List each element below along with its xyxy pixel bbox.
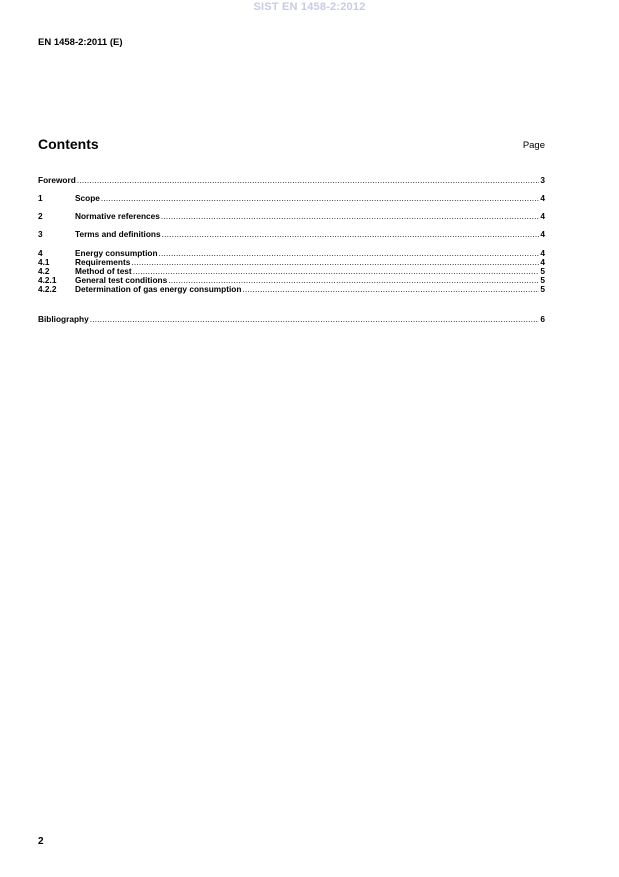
toc-entry-title: Determination of gas energy consumption	[75, 284, 242, 294]
toc-entry-page: 5	[540, 266, 545, 276]
toc-entry-title: Method of test	[75, 266, 132, 276]
toc-entry-normative-references[interactable]	[38, 212, 545, 221]
toc-entry-terms-and-definitions[interactable]	[38, 230, 545, 239]
toc-entry-page: 3	[540, 175, 545, 185]
toc-dot-leader	[242, 285, 539, 294]
toc-entry-title: Normative references	[75, 211, 160, 221]
toc-entry-title: Energy consumption	[75, 248, 158, 258]
toc-entry-number: 4.2	[38, 266, 50, 276]
toc-entry-title: Requirements	[75, 257, 131, 267]
toc-dot-leader	[162, 230, 540, 239]
toc-entry-page: 5	[540, 284, 545, 294]
toc-dot-leader	[133, 267, 540, 276]
toc-dot-leader	[161, 212, 540, 221]
toc-entry-title: Terms and definitions	[75, 229, 161, 239]
toc-entry-bibliography[interactable]	[38, 315, 545, 324]
toc-entry-page: 5	[540, 275, 545, 285]
toc-entry-title: Bibliography	[38, 314, 89, 324]
toc-entry-page: 4	[540, 257, 545, 267]
toc-entry-determination-of-gas-energy-consumption[interactable]	[38, 285, 545, 294]
page-column-label: Page	[522, 140, 545, 151]
toc-entry-title: Scope	[75, 193, 100, 203]
toc-entry-title: Foreword	[38, 175, 76, 185]
toc-entry-page: 6	[540, 314, 545, 324]
toc-entry-page: 4	[540, 193, 545, 203]
toc-entry-foreword[interactable]	[38, 176, 545, 185]
toc-entry-number: 4.2.2	[38, 284, 57, 294]
toc-entry-number: 4.1	[38, 257, 50, 267]
toc-dot-leader	[101, 194, 539, 203]
document-id-header: EN 1458-2:2011 (E)	[38, 37, 123, 48]
toc-entry-page: 4	[540, 229, 545, 239]
toc-entry-title: General test conditions	[75, 275, 168, 285]
toc-dot-leader	[159, 249, 540, 258]
watermark: SIST EN 1458-2:2012	[253, 1, 366, 13]
page-number: 2	[38, 836, 44, 847]
toc-entry-page: 4	[540, 248, 545, 258]
toc-entry-number: 4.2.1	[38, 275, 57, 285]
toc-entry-number: 3	[38, 229, 43, 239]
toc-dot-leader	[77, 176, 540, 185]
toc-dot-leader	[131, 258, 539, 267]
toc-dot-leader	[90, 315, 540, 324]
toc-entry-number: 1	[38, 193, 43, 203]
toc-entry-number: 4	[38, 248, 43, 258]
toc-entry-number: 2	[38, 211, 43, 221]
toc-entry-scope[interactable]	[38, 194, 545, 203]
contents-heading: Contents	[38, 136, 99, 152]
toc-entry-page: 4	[540, 211, 545, 221]
